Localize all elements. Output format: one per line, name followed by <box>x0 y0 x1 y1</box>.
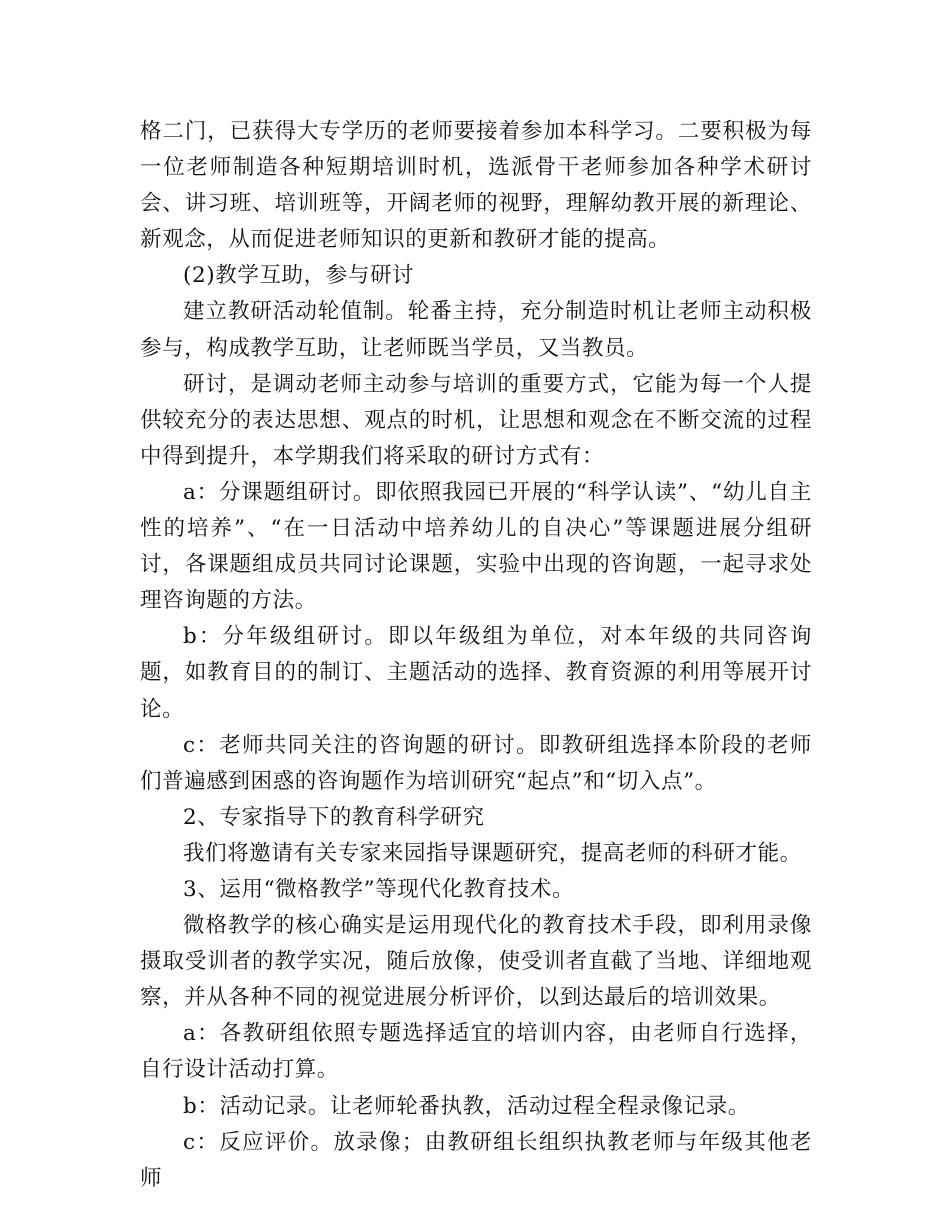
paragraph-continuation: 格二门，已获得大专学历的老师要接着参加本科学习。二要积极为每一位老师制造各种短期培训时机，选派骨干老师参加各种学术研讨会、讲习班、培训班等，开阔老师的视野，理解幼教开展的新理论、新观念，从而促进老师知识的更新和教研才能的提高。 <box>140 119 812 253</box>
paragraph: 建立教研活动轮值制。轮番主持，充分制造时机让老师主动积极参与，构成教学互助，让老师既当学员，又当教员。 <box>140 299 812 361</box>
list-item-b: b：分年级组研讨。即以年级组为单位，对本年级的共同咨询题，如教育目的的制订、主题活动的选择、教育资源的利用等展开讨论。 <box>140 624 812 722</box>
section-heading-microteaching: 3、运用“微格教学”等现代化教育技术。 <box>183 876 575 902</box>
paragraph: 微格教学的核心确实是运用现代化的教育技术手段，即利用录像摄取受训者的教学实况，随后放像，使受训者直截了当地、详细地观察，并从各种不同的视觉进展分析评价，以到达最后的培训效果。 <box>140 913 812 1011</box>
list-item-c: c：反应评价。放录像；由教研组长组织执教老师与年级其他老师 <box>140 1129 812 1191</box>
list-item-c: c：老师共同关注的咨询题的研讨。即教研组选择本阶段的老师们普遍感到困惑的咨询题作为培训研究“起点”和“切入点”。 <box>140 732 812 794</box>
section-heading-expert-guidance: 2、专家指导下的教育科学研究 <box>183 804 485 830</box>
list-item-a: a：分课题组研讨。即依照我园已开展的“科学认读”、“幼儿自主性的培养”、“在一日活动中培养幼儿的自决心”等课题进展分组研讨，各课题组成员共同讨论课题，实验中出现的咨询题，一起寻求处理咨询题的方法。 <box>140 479 812 614</box>
list-item-b: b：活动记录。让老师轮番执教，活动过程全程录像记录。 <box>183 1093 750 1119</box>
section-heading-teaching-mutual-aid: (2)教学互助，参与研讨 <box>183 263 415 289</box>
document-body <box>140 114 812 1197</box>
list-item-a: a：各教研组依照专题选择适宜的培训内容，由老师自行选择，自行设计活动打算。 <box>140 1021 812 1083</box>
paragraph: 我们将邀请有关专家来园指导课题研究，提高老师的科研才能。 <box>183 840 802 866</box>
paragraph: 研讨，是调动老师主动参与培训的重要方式，它能为每一个人提供较充分的表达思想、观点的时机，让思想和观念在不断交流的过程中得到提升，本学期我们将采取的研讨方式有： <box>140 371 812 469</box>
